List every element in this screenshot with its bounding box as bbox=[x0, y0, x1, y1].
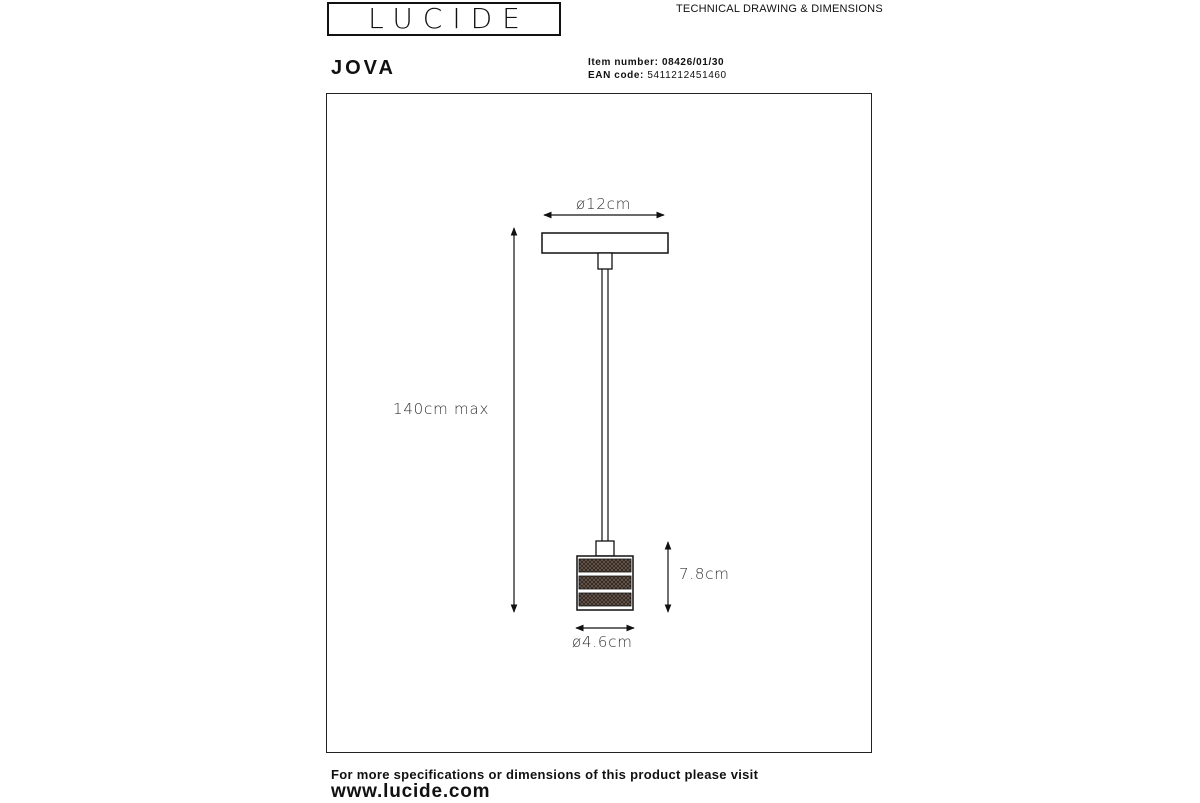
canopy-cable-grip bbox=[598, 253, 612, 269]
ean-value: 5411212451460 bbox=[647, 70, 727, 81]
footer-more-info: For more specifications or dimensions of this product please visit bbox=[331, 767, 759, 782]
ceiling-canopy bbox=[542, 233, 668, 253]
ean-label: EAN code: bbox=[588, 70, 644, 81]
item-number-label: Item number: bbox=[588, 57, 659, 68]
height-max-label: 140cm max bbox=[393, 400, 490, 418]
socket-mesh-band-top bbox=[579, 559, 631, 572]
item-number-value: 08426/01/30 bbox=[661, 57, 725, 68]
canopy-diameter-label: ø12cm bbox=[576, 195, 632, 213]
socket-cap bbox=[596, 541, 614, 556]
socket-diameter-label: ø4.6cm bbox=[572, 633, 633, 651]
document-type-heading: TECHNICAL DRAWING & DIMENSIONS bbox=[676, 3, 883, 15]
socket-mesh-band-middle bbox=[579, 576, 631, 589]
product-name: JOVA bbox=[331, 57, 396, 79]
logo-text: LUCIDE bbox=[368, 2, 530, 35]
footer-website-link[interactable]: www.lucide.com bbox=[331, 781, 491, 802]
socket-mesh-band-bottom bbox=[579, 593, 631, 606]
socket-height-label: 7.8cm bbox=[679, 565, 730, 583]
